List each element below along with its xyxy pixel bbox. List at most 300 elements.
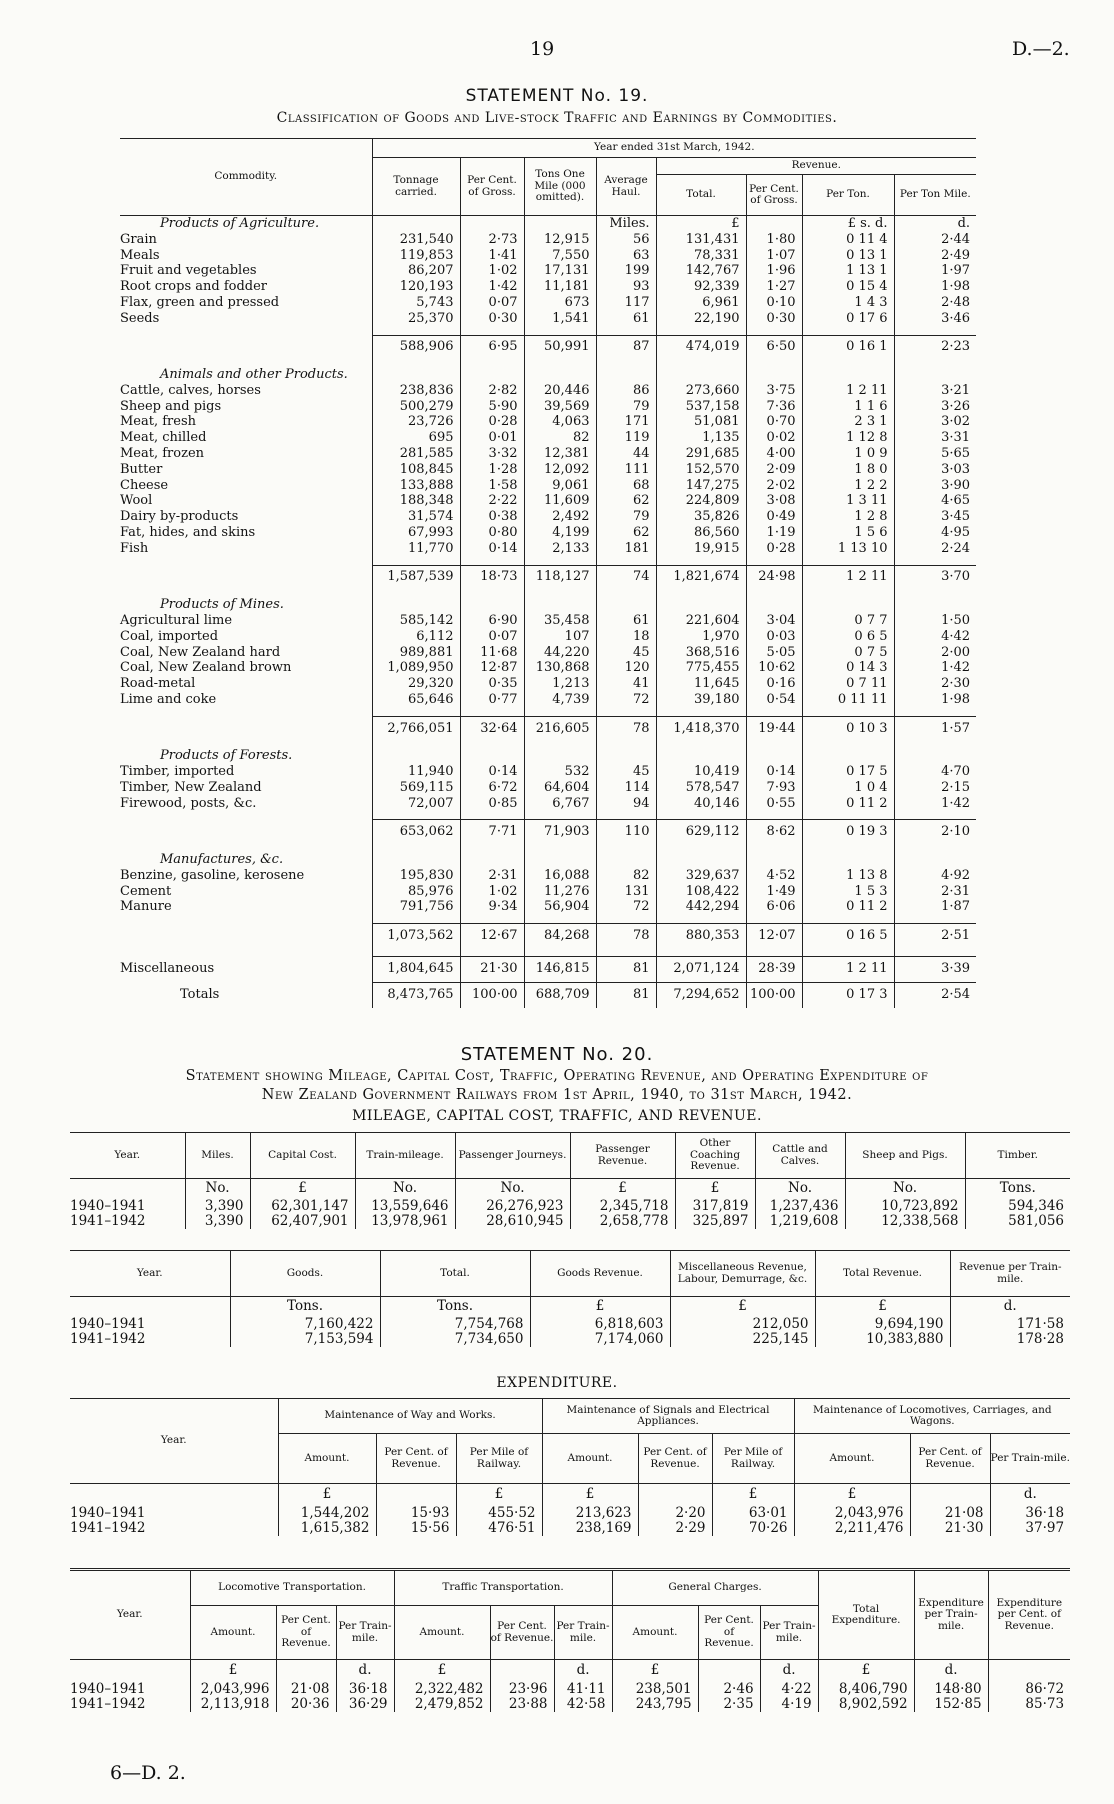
year-value: 1,237,436 [755,1199,845,1214]
empty-cell [894,359,976,367]
commodity-value: 1·42 [894,660,976,676]
year-label: 1940–1941 [70,1315,146,1332]
header-per-ton-mile: Per Ton Mile. [894,175,976,216]
unit-cell: Tons. [230,1297,380,1317]
section-expenditure: EXPENDITURE. [496,1375,618,1391]
empty-cell [656,915,746,924]
empty-cell [372,367,460,383]
commodity-value: 4,063 [524,414,596,430]
commodity-value: 1 2 2 [802,478,894,494]
unit-cell: Tons. [380,1297,530,1317]
year-value: 1,544,202 [278,1506,376,1521]
year-value: 225,145 [670,1332,815,1347]
commodity-value: 78,331 [656,248,746,264]
header-ton-miles: Tons One Mile (000 omitted). [524,158,596,216]
empty-cell [656,811,746,820]
group-name: Manufactures, &c. [160,851,284,867]
unit-cell [638,1484,712,1506]
commodity-value: 695 [372,430,460,446]
empty-cell [802,844,894,852]
commodity-value: 1·50 [894,613,976,629]
year-label: 1941–1942 [70,1212,146,1229]
unit-cell: No. [185,1179,250,1199]
year-value: 2·29 [638,1521,712,1536]
commodity-value: 72 [596,692,656,708]
column-header: Per Train-mile. [554,1606,612,1660]
commodity-value: 61 [596,613,656,629]
spacer-row [120,811,976,820]
header-per-ton: Per Ton. [802,175,894,216]
commodity-value: 0·35 [460,676,524,692]
commodity-value: 1·41 [460,248,524,264]
commodity-row [120,692,976,708]
column-header: Capital Cost. [250,1133,355,1179]
subtotal-value: 880,353 [656,924,746,948]
empty-cell [656,367,746,383]
year-value: 70·26 [712,1521,794,1536]
column-header: Amount. [542,1434,638,1484]
commodity-value: 1 4 3 [802,295,894,311]
commodity-value: 0·07 [460,295,524,311]
commodity-value: 1,089,950 [372,660,460,676]
commodity-value: 231,540 [372,232,460,248]
commodity-value: 86 [596,383,656,399]
commodity-value: 39,180 [656,692,746,708]
subtotal-value: 1,587,539 [372,565,460,589]
empty-cell [894,557,976,566]
commodity-row [120,868,976,884]
commodity-value: 1 2 11 [802,383,894,399]
header-avg-haul: Average Haul. [596,158,656,216]
year-row [70,1506,1070,1521]
commodity-value: 199 [596,263,656,279]
commodity-value: 0 11 2 [802,796,894,812]
subtotal-value: 588,906 [372,335,460,359]
row-value: 688,709 [524,982,596,1008]
year-value: 152·85 [914,1697,988,1712]
unit-cell [698,1660,760,1682]
commodity-value: 0 11 4 [802,232,894,248]
year-value: 2,322,482 [394,1682,490,1697]
subtotal-value: 78 [596,924,656,948]
commodity-value: 0 15 4 [802,279,894,295]
commodity-value: 0 7 11 [802,676,894,692]
commodity-value: 2 3 1 [802,414,894,430]
commodity-value: 0·54 [746,692,802,708]
year-value: 15·93 [376,1506,456,1521]
commodity-value: 1 13 10 [802,541,894,557]
year-value: 2·35 [698,1697,760,1712]
year-value: 2,658,778 [570,1214,675,1229]
empty-cell [596,708,656,717]
commodity-value: 585,142 [372,613,460,629]
unit-cell: £ s. d. [802,216,894,232]
commodity-name: Meat, frozen [120,446,205,462]
commodity-value: 1·97 [894,263,976,279]
commodity-value: 25,370 [372,311,460,327]
unit-cell: d. [760,1660,818,1682]
statement-19-subtitle: Classification of Goods and Live-stock Traffic and Earnings by Commodities. [276,110,838,126]
commodity-row [120,399,976,415]
commodity-row [120,462,976,478]
subtotal-row [120,820,976,844]
commodity-name: Fat, hides, and skins [120,525,256,541]
commodity-value: 1,541 [524,311,596,327]
commodity-row [120,478,976,494]
unit-cell: d. [894,216,976,232]
units-row [70,1660,1070,1682]
subtotal-value: 1·57 [894,716,976,740]
commodity-value: 5·90 [460,399,524,415]
commodity-value: 1·80 [746,232,802,248]
empty-cell [524,811,596,820]
unit-cell: d. [990,1484,1070,1506]
commodity-row [120,613,976,629]
commodity-value: 2·73 [460,232,524,248]
commodity-value: 3·45 [894,509,976,525]
commodity-value: 7·36 [746,399,802,415]
year-value: 21·08 [910,1506,990,1521]
empty-cell [746,327,802,336]
commodity-value: 181 [596,541,656,557]
year-value: 2·46 [698,1682,760,1697]
unit-cell [70,1484,278,1506]
subtotal-value: 50,991 [524,335,596,359]
commodity-value: 23,726 [372,414,460,430]
year-label: 1940–1941 [70,1197,146,1214]
unit-cell: £ [250,1179,355,1199]
subtotal-value: 474,019 [656,335,746,359]
unit-cell: £ [712,1484,794,1506]
spacer-row [120,740,976,748]
commodity-row [120,525,976,541]
column-header: Miscellaneous Revenue, Labour, Demurrage, &c. [670,1251,815,1297]
commodity-value: 532 [524,764,596,780]
statement-20-subtitle-2: New Zealand Government Railways from 1st April, 1940, to 31st March, 1942. [261,1087,853,1103]
commodity-value: 6·06 [746,899,802,915]
subtotal-value: 0 19 3 [802,820,894,844]
commodity-value: 44,220 [524,645,596,661]
subtotal-value: 19·44 [746,716,802,740]
empty-cell [372,915,460,924]
commodity-name: Manure [120,899,172,915]
commodity-value: 72,007 [372,796,460,812]
commodity-value: 19,915 [656,541,746,557]
commodity-value: 1 0 9 [802,446,894,462]
empty-cell [746,852,802,868]
empty-cell [120,915,372,924]
year-value: 171·58 [950,1317,1070,1332]
row-value: 100·00 [746,982,802,1008]
commodity-value: 537,158 [656,399,746,415]
commodity-value: 2·24 [894,541,976,557]
empty-cell [894,852,976,868]
commodity-value: 3·46 [894,311,976,327]
unit-cell: d. [950,1297,1070,1317]
unit-cell [70,1660,190,1682]
empty-cell [120,820,372,844]
group-name: Products of Forests. [160,748,293,764]
commodity-value: 0 17 6 [802,311,894,327]
commodity-value: 82 [596,868,656,884]
empty-cell [596,852,656,868]
commodity-value: 1 2 8 [802,509,894,525]
empty-cell [596,748,656,764]
year-value: 2,345,718 [570,1199,675,1214]
commodity-value: 3·02 [894,414,976,430]
spacer-row [120,359,976,367]
commodity-value: 188,348 [372,493,460,509]
empty-cell [460,915,524,924]
commodity-value: 51,081 [656,414,746,430]
empty-cell [746,708,802,717]
empty-cell [120,811,372,820]
commodity-value: 1·98 [894,692,976,708]
year-value: 1,219,608 [755,1214,845,1229]
year-row [70,1682,1070,1697]
year-row [70,1214,1070,1229]
column-header: Amount. [794,1434,910,1484]
subtotal-value: 32·64 [460,716,524,740]
commodity-value: 2·09 [746,462,802,478]
group-header: Maintenance of Way and Works. [278,1399,542,1434]
subtotal-row [120,335,976,359]
empty-cell [596,359,656,367]
commodity-value: 291,685 [656,446,746,462]
commodity-value: 1 12 8 [802,430,894,446]
column-header: Per Train-mile. [336,1606,394,1660]
empty-cell [802,557,894,566]
expenditure-table-1 [70,1398,1070,1536]
commodity-row [120,263,976,279]
commodity-value: 442,294 [656,899,746,915]
empty-cell [894,748,976,764]
year-label: 1941–1942 [70,1519,146,1536]
commodity-value: 0·77 [460,692,524,708]
commodity-value: 67,993 [372,525,460,541]
commodity-value: 17,131 [524,263,596,279]
unit-cell: No. [455,1179,570,1199]
row-value: 81 [596,956,656,982]
year-value: 476·51 [456,1521,542,1536]
statement-19-title: STATEMENT No. 19. [465,86,649,106]
empty-cell [894,327,976,336]
commodity-value: 9·34 [460,899,524,915]
commodity-value: 0 13 1 [802,248,894,264]
commodity-value: 5·65 [894,446,976,462]
year-row [70,1697,1070,1712]
empty-cell [372,811,460,820]
subtotal-value: 1,073,562 [372,924,460,948]
commodity-value: 40,146 [656,796,746,812]
empty-cell [802,359,894,367]
commodity-value: 11,181 [524,279,596,295]
group-header-row [120,597,976,613]
commodity-value: 1·27 [746,279,802,295]
commodity-value: 1·28 [460,462,524,478]
empty-cell [802,327,894,336]
commodity-value: 22,190 [656,311,746,327]
commodity-value: 2·31 [460,868,524,884]
statement-19-table [120,138,976,1008]
unit-cell: £ [815,1297,950,1317]
empty-cell [746,748,802,764]
empty-cell [524,708,596,717]
group-header-row [120,748,976,764]
commodity-value: 12,915 [524,232,596,248]
year-value: 62,301,147 [250,1199,355,1214]
unit-cell [276,1660,336,1682]
commodity-value: 0 17 5 [802,764,894,780]
spacer-row [120,915,976,924]
empty-cell [460,748,524,764]
unit-cell [524,216,596,232]
commodity-value: 2·22 [460,493,524,509]
commodity-value: 0·14 [460,541,524,557]
year-value: 41·11 [554,1682,612,1697]
column-header: Per Cent. of Revenue. [698,1606,760,1660]
empty-cell [524,844,596,852]
row-value: 28·39 [746,956,802,982]
spacer-row [120,327,976,336]
empty-cell [802,811,894,820]
commodity-value: 195,830 [372,868,460,884]
commodity-row [120,446,976,462]
row-label: Totals [180,987,220,1003]
commodity-value: 2·02 [746,478,802,494]
empty-cell [596,597,656,613]
commodity-value: 4·42 [894,629,976,645]
empty-cell [746,811,802,820]
units-row [70,1297,1070,1317]
empty-cell [120,924,372,948]
commodity-value: 1 8 0 [802,462,894,478]
year-label: 1940–1941 [70,1680,146,1697]
subtotal-value: 118,127 [524,565,596,589]
unit-cell [988,1660,1070,1682]
miscellaneous-row [120,956,976,982]
commodity-value: 119,853 [372,248,460,264]
empty-cell [524,367,596,383]
empty-cell [596,915,656,924]
subtotal-value: 110 [596,820,656,844]
unit-cell: £ [456,1484,542,1506]
mileage-revenue-table-2 [70,1250,1070,1347]
commodity-name: Seeds [120,310,160,326]
subtotal-row [120,565,976,589]
row-value: 2·54 [894,982,976,1008]
commodity-value: 1·42 [460,279,524,295]
commodity-value: 1·49 [746,884,802,900]
empty-cell [120,844,372,852]
commodity-value: 142,767 [656,263,746,279]
commodity-value: 4·95 [894,525,976,541]
subtotal-row [120,924,976,948]
commodity-name: Flax, green and pressed [120,294,280,310]
commodity-value: 2·82 [460,383,524,399]
commodity-value: 7·93 [746,780,802,796]
commodity-name: Coal, New Zealand hard [120,644,281,660]
commodity-value: 0·55 [746,796,802,812]
unit-cell: £ [656,216,746,232]
year-header: Year. [116,1608,143,1621]
year-value: 2,043,976 [794,1506,910,1521]
empty-cell [894,740,976,748]
commodity-value: 171 [596,414,656,430]
row-value: 3·39 [894,956,976,982]
column-header: Year. [114,1148,141,1161]
unit-cell: Miles. [596,216,656,232]
column-header: Timber. [965,1133,1070,1179]
commodity-value: 0·03 [746,629,802,645]
commodity-value: 39,569 [524,399,596,415]
commodity-value: 6,112 [372,629,460,645]
empty-cell [372,948,460,957]
empty-cell [656,948,746,957]
commodity-value: 3·31 [894,430,976,446]
unit-cell [372,216,460,232]
commodity-value: 273,660 [656,383,746,399]
commodity-value: 20,446 [524,383,596,399]
empty-cell [656,597,746,613]
commodity-value: 0·38 [460,509,524,525]
commodity-value: 44 [596,446,656,462]
commodity-row [120,645,976,661]
units-row [120,216,976,232]
commodity-row [120,899,976,915]
commodity-name: Root crops and fodder [120,279,268,295]
row-value: 81 [596,982,656,1008]
header-tonnage: Tonnage carried. [372,158,460,216]
commodity-value: 68 [596,478,656,494]
unit-cell: No. [755,1179,845,1199]
row-value: 146,815 [524,956,596,982]
commodity-row [120,796,976,812]
empty-cell [120,359,372,367]
subtotal-value: 2·10 [894,820,976,844]
commodity-value: 1·19 [746,525,802,541]
commodity-value: 29,320 [372,676,460,692]
commodity-value: 2·31 [894,884,976,900]
empty-cell [802,852,894,868]
commodity-value: 86,207 [372,263,460,279]
header-pct-gross: Per Cent. of Gross. [460,158,524,216]
subtotal-value: 629,112 [656,820,746,844]
commodity-value: 0·14 [460,764,524,780]
commodity-row [120,232,976,248]
commodity-value: 0·01 [460,430,524,446]
commodity-row [120,430,976,446]
year-value: 148·80 [914,1682,988,1697]
subtotal-value: 0 16 5 [802,924,894,948]
commodity-value: 2,492 [524,509,596,525]
spacer-row [120,948,976,957]
empty-cell [460,852,524,868]
commodity-name: Benzine, gasoline, kerosene [120,867,305,883]
commodity-name: Dairy by-products [120,509,239,525]
empty-cell [460,367,524,383]
year-label: 1940–1941 [70,1504,146,1521]
commodity-value: 111 [596,462,656,478]
commodity-value: 82 [524,430,596,446]
row-value: 100·00 [460,982,524,1008]
statement-20-title: STATEMENT No. 20. [460,1044,654,1065]
unit-cell: d. [554,1660,612,1682]
column-header: Year. [136,1266,163,1279]
commodity-value: 0·16 [746,676,802,692]
commodity-value: 1 13 8 [802,868,894,884]
commodity-value: 62 [596,493,656,509]
